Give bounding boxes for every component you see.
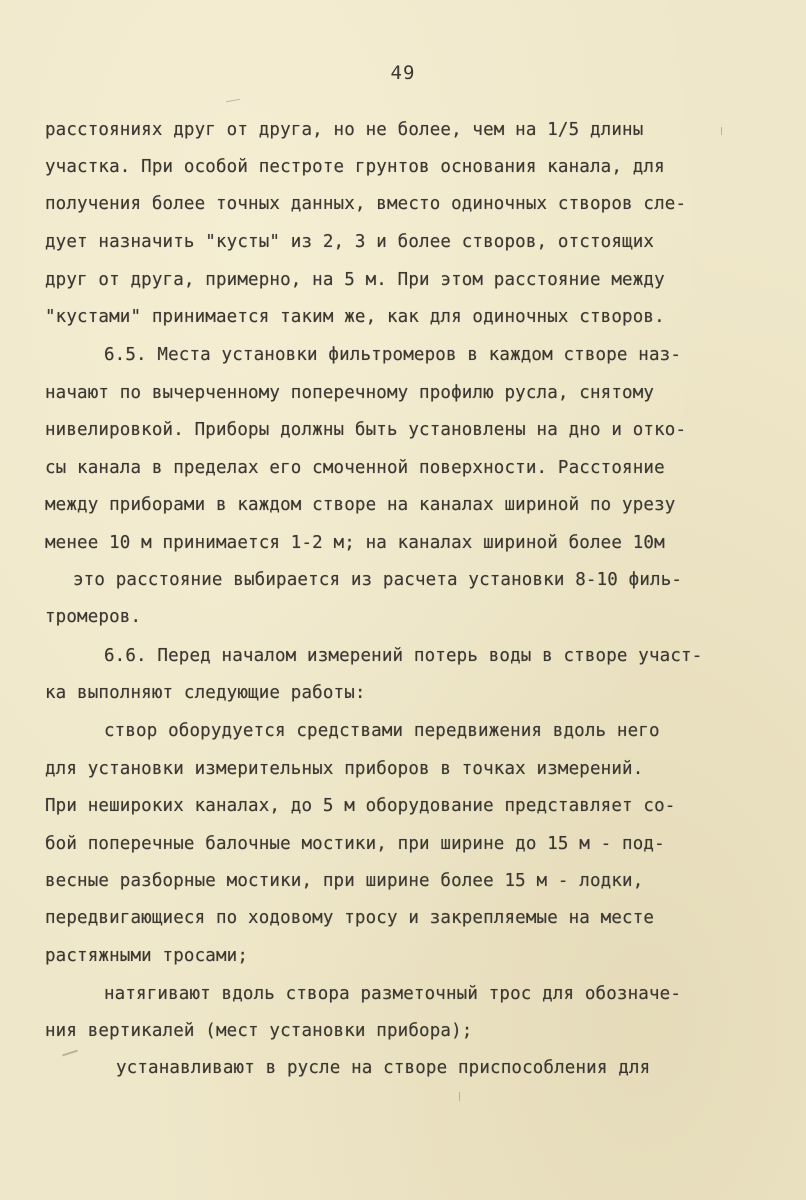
text-line: менее 10 м принимается 1-2 м; на каналах шириной более 10м bbox=[45, 533, 665, 553]
text-line: растяжными тросами; bbox=[45, 946, 249, 966]
text-line: нивелировкой. Приборы должны быть установлены на дно и отко- bbox=[45, 420, 687, 440]
text-line: ка выполняют следующие работы: bbox=[45, 683, 366, 703]
scan-speck bbox=[62, 1050, 78, 1057]
text-line: ния вертикалей (мест установки прибора); bbox=[45, 1021, 473, 1041]
text-line: друг от друга, примерно, на 5 м. При этом расстояние между bbox=[45, 270, 665, 290]
scan-speck bbox=[721, 127, 722, 135]
text-line: между приборами в каждом створе на каналах шириной по урезу bbox=[45, 495, 676, 515]
text-line: весные разборные мостики, при ширине более 15 м - лодки, bbox=[45, 871, 644, 891]
text-line: При неширокиx каналах, до 5 м оборудование представляет со- bbox=[45, 796, 676, 816]
text-line: дует назначить "кусты" из 2, 3 и более створов, отстоящих bbox=[45, 232, 655, 252]
text-line: расстояниях друг от друга, но не более, чем на 1/5 длины bbox=[45, 120, 644, 140]
text-line: 6.5. Места установки фильтромеров в каждом створе наз- bbox=[104, 345, 682, 365]
text-line: натягивают вдоль створа разметочный трос для обозначе- bbox=[104, 984, 682, 1004]
text-line: получения более точных данных, вместо одиночных створов сле- bbox=[45, 194, 687, 214]
text-line: устанавливают в русле на створе приспособления для bbox=[116, 1058, 651, 1078]
text-line: передвигающиеся по ходовому тросу и закрепляемые на месте bbox=[45, 908, 655, 928]
scan-speck bbox=[459, 1092, 460, 1101]
text-line: сы канала в пределах его смоченной поверхности. Расстояние bbox=[45, 458, 665, 478]
text-line: "кустами" принимается таким же, как для одиночных створов. bbox=[45, 307, 665, 327]
text-line: тромеров. bbox=[45, 607, 142, 627]
text-line: 6.6. Перед началом измерений потерь воды в створе участ- bbox=[104, 646, 703, 666]
text-line: это расстояние выбирается из расчета установки 8-10 филь- bbox=[73, 570, 683, 590]
text-line: начают по вычерченному поперечному профилю русла, снятому bbox=[45, 383, 655, 403]
text-line: створ оборудуется средствами передвижения вдоль него bbox=[104, 721, 660, 741]
text-line: бой поперечные балочные мостики, при ширине до 15 м - под- bbox=[45, 834, 665, 854]
scan-speck bbox=[226, 99, 240, 102]
text-line: участка. При особой пестроте грунтов основания канала, для bbox=[45, 157, 665, 177]
text-line: для установки измерительных приборов в точках измерений. bbox=[45, 759, 644, 779]
page-number: 49 bbox=[390, 62, 416, 84]
